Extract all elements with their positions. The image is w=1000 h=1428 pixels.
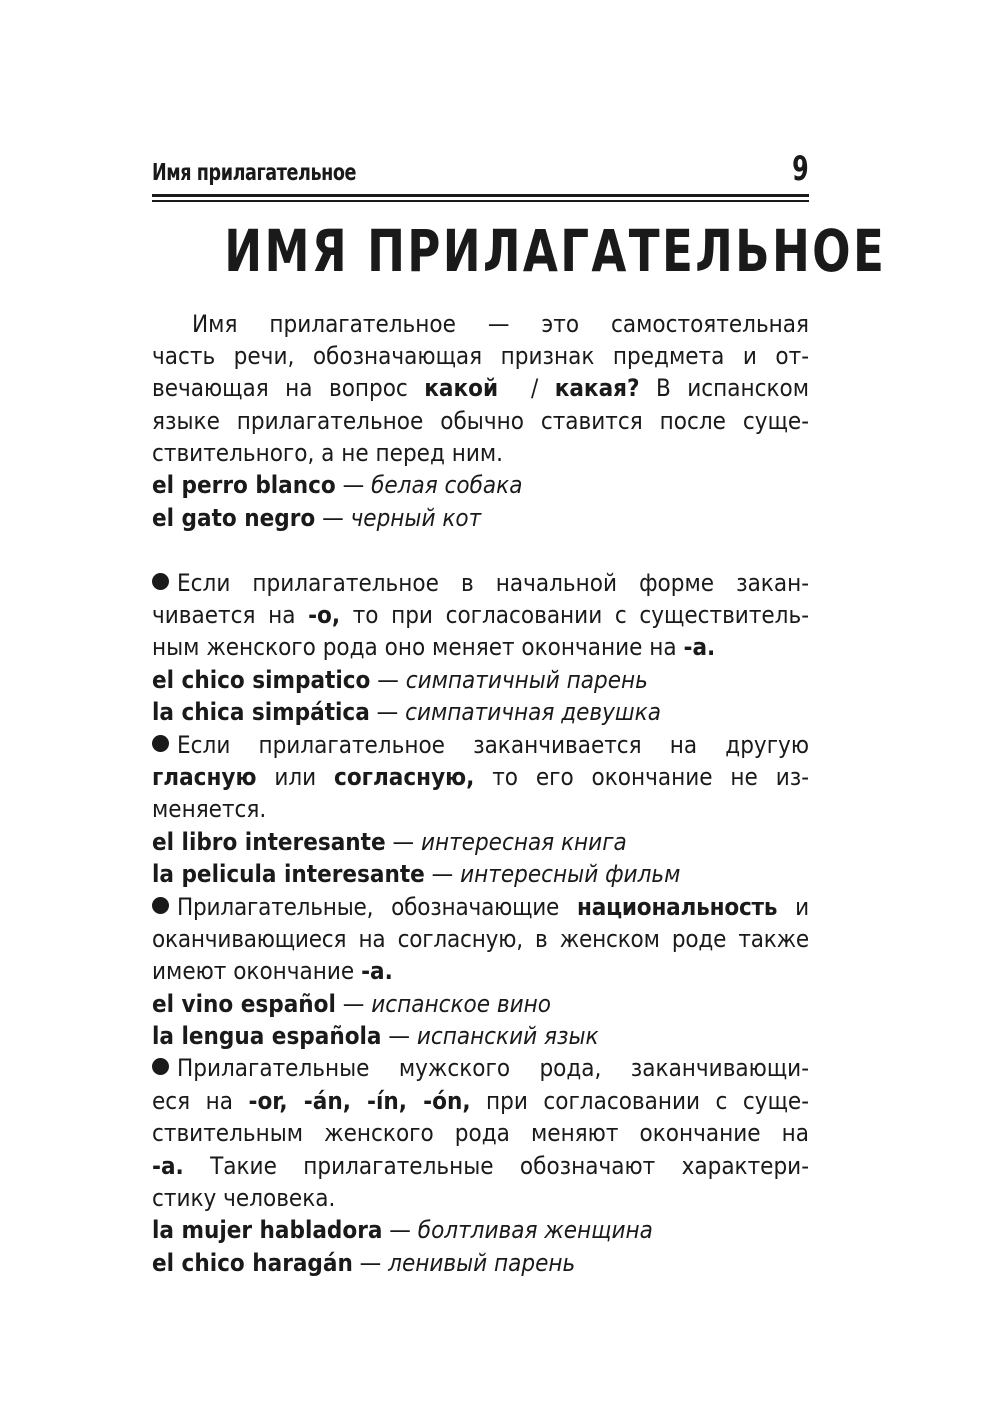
example-dash: — [335,471,372,500]
example-translation: испанский язык [416,1022,599,1051]
example-dash: — [382,1216,418,1245]
ending-marker: -o, [308,601,341,630]
example-line [152,1247,809,1279]
example-translation: ленивый парень [388,1248,576,1277]
example-dash: — [369,698,406,727]
ending-marker: -a. [152,1151,184,1180]
example-dash: — [381,1022,417,1051]
example-line [152,858,809,890]
ending-marker: -a. [361,957,393,986]
question-word-masc: какой [424,374,499,403]
rule4-line-3: ствительным женского рода меняют окончание на [152,1119,809,1148]
bullet-icon [152,573,169,590]
intro-line-3 [152,372,809,404]
example-translation: болтливая женщина [417,1216,653,1245]
rule-text: Прилагательные, обозначающие [177,892,577,921]
rule3-line-1 [152,891,809,923]
example-spanish: la mujer habladora [152,1216,383,1245]
rule1-line-3 [152,631,809,663]
rule-text: то его окончание не из- [474,762,809,791]
example-spanish: el chico simpatico [152,665,371,694]
bullet-icon [152,897,169,914]
example-dash: — [352,1248,389,1277]
key-term: национальность [576,892,778,921]
example-line [152,696,809,728]
rule-text: при согласовании с суще- [470,1086,809,1115]
rule3-line-2: оканчивающиеся на согласную, в женском роде также [152,924,809,953]
example-dash: — [315,503,351,532]
example-spanish: el vino español [152,989,336,1018]
intro-line-5: ствительного, а не перед ним. [152,439,504,468]
rule-text: то при согласовании с существитель- [340,601,810,630]
example-spanish: el libro interesante [152,827,386,856]
rule2-line-1 [152,729,809,761]
rule-text: и [777,892,809,921]
rule-text: имеют окончание [152,957,362,986]
example-line [152,664,809,696]
example-dash: — [424,860,461,889]
rule1-line-1 [152,567,809,599]
example-line [152,469,809,501]
intro-line-2: часть речи, обозначающая признак предмета и от- [152,341,809,370]
example-dash: — [370,665,406,694]
example-translation: симпатичный парень [405,665,648,694]
intro-line-4: языке прилагательное обычно ставится после суще- [152,406,809,435]
rule-text: Если прилагательное в начальной форме закан- [177,568,809,597]
example-line [152,1020,809,1052]
example-line [152,502,809,534]
rule2-line-2 [152,761,809,793]
rule1-line-2 [152,599,809,631]
example-dash: — [335,989,372,1018]
example-spanish: el gato negro [152,503,316,532]
rule4-line-5: стику человека. [152,1184,336,1213]
bullet-icon [152,1058,169,1075]
book-page [152,149,887,1279]
chapter-title: ИМЯ ПРИЛАГАТЕЛЬНОЕ [224,216,887,285]
ending-marker: -or, -án, -ín, -ón, [248,1086,471,1115]
running-header [152,149,809,189]
running-title: Имя прилагательное [152,160,357,186]
question-separator: / [498,374,555,403]
rule-text: Такие прилагательные обозначают характери- [183,1151,809,1180]
rule-text: или [256,762,335,791]
example-line [152,1214,809,1246]
example-line [152,988,809,1020]
example-spanish: la chica simpática [152,698,370,727]
intro-text: В испанском [639,374,809,403]
body-text [152,308,809,1280]
example-spanish: la pelicula interesante [152,860,425,889]
rule3-line-3 [152,955,809,987]
rule-text: еся на [152,1086,249,1115]
rule-text: Если прилагательное заканчивается на другую [177,730,809,759]
example-spanish: el perro blanco [152,471,336,500]
key-term: гласную [152,762,257,791]
rule4-line-2 [152,1085,809,1117]
rule-text: чивается на [152,601,309,630]
rule2-line-3: меняется. [152,795,267,824]
example-dash: — [385,827,421,856]
rule4-line-4 [152,1150,809,1182]
intro-text: вечающая на вопрос [152,374,425,403]
question-word-fem: какая? [554,374,640,403]
header-rule-thick [152,194,809,197]
paragraph-gap [152,534,809,566]
example-translation: интересный фильм [460,860,681,889]
example-translation: белая собака [371,471,523,500]
example-spanish: la lengua española [152,1022,382,1051]
example-line [152,826,809,858]
key-term: согласную, [334,762,475,791]
intro-line-1: Имя прилагательное — это самостоятельная [192,309,809,338]
example-translation: испанское вино [371,989,551,1018]
example-spanish: el chico haragán [152,1248,353,1277]
rule4-line-1 [152,1052,809,1084]
example-translation: симпатичная девушка [405,698,661,727]
rule-text: Прилагательные мужского рода, заканчивающи- [177,1054,809,1083]
rule-text: ным женского рода оно меняет окончание на [152,633,684,662]
page-number: 9 [792,149,809,189]
ending-marker: -a. [683,633,716,662]
header-rule-thin [152,200,809,202]
bullet-icon [152,735,169,752]
example-translation: черный кот [350,503,482,532]
example-translation: интересная книга [420,827,627,856]
